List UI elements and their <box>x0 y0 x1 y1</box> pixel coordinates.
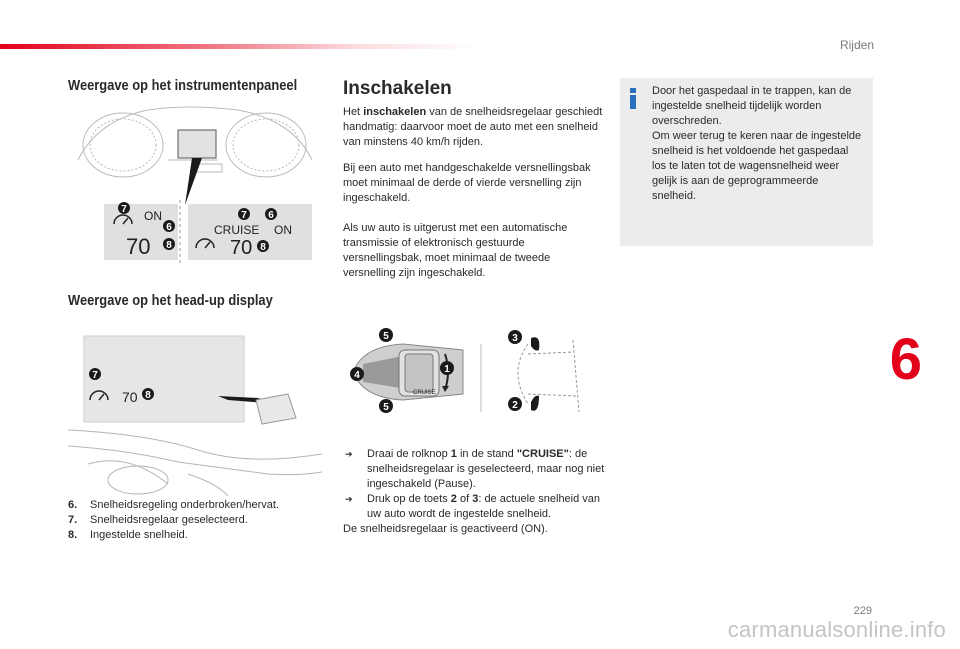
svg-text:8: 8 <box>260 242 266 253</box>
svg-text:5: 5 <box>383 402 389 413</box>
svg-text:7: 7 <box>92 370 98 381</box>
svg-text:3: 3 <box>512 333 518 344</box>
chapter-title: Rijden <box>839 38 874 52</box>
panel-status-on: ON <box>144 209 162 223</box>
legend-item: 6. Snelheidsregeling onderbroken/hervat. <box>68 499 279 511</box>
heading-hud-display: Weergave op het head-up display <box>68 292 273 309</box>
svg-text:5: 5 <box>383 331 389 342</box>
info-box <box>620 78 873 246</box>
svg-text:6: 6 <box>268 210 274 221</box>
svg-text:8: 8 <box>166 240 172 251</box>
stalk-cruise-label: CRUISE <box>413 390 436 396</box>
activation-result: De snelheidsregelaar is geactiveerd (ON). <box>343 523 548 535</box>
legend-list <box>68 498 279 543</box>
paragraph-activation: Het inschakelen van de snelheidsregelaar geschiedt handmatig: daarvoor moet de auto met een snelheid van minstens 40 km/h rijden. <box>343 106 603 148</box>
svg-text:6: 6 <box>166 222 172 233</box>
legend-item: 8. Ingestelde snelheid. <box>68 529 188 541</box>
panel-speed-1: 70 <box>126 234 151 259</box>
cruise-stalk-illustration <box>343 324 605 420</box>
instrument-panel-illustration <box>68 100 320 265</box>
svg-text:7: 7 <box>241 210 247 221</box>
svg-text:7: 7 <box>121 204 127 215</box>
paragraph-manual-gearbox: Bij een auto met handgeschakelde versnellingsbak moet minimaal de derde of vierde versnelling zijn ingeschakeld. <box>343 162 591 204</box>
header-accent-bar <box>0 44 480 49</box>
chapter-number: 6 <box>889 327 922 392</box>
heading-panel-display: Weergave op het instrumentenpaneel <box>68 77 298 94</box>
panel-status-cruise: CRUISE <box>214 223 260 237</box>
instruction-step: ➔ Draai de rolknop 1 in de stand "CRUISE": de snelheidsregelaar is geselecteerd, maar nog niet ingeschakeld (Pause). <box>345 448 605 490</box>
svg-text:8: 8 <box>145 390 151 401</box>
info-text: Door het gaspedaal in te trappen, kan de ingestelde snelheid tijdelijk worden overschreden. Om weer terug te keren naar de ingestelde snelheid is het voldoende het gaspedaal los te laten tot de wagensnelheid weer gelijk is aan de geprogrammeerde snelheid. <box>652 85 862 202</box>
instruction-step: ➔ Druk op de toets 2 of 3: de actuele snelheid van uw auto wordt de ingestelde snelheid. <box>345 493 601 520</box>
paragraph-automatic-gearbox: Als uw auto is uitgerust met een automatische transmissie of elektronisch gestuurde versnellingsbak, moet minimaal de tweede versnelling zijn ingeschakeld. <box>343 222 568 279</box>
svg-text:1: 1 <box>444 364 450 375</box>
legend-item: 7. Snelheidsregelaar geselecteerd. <box>68 514 248 526</box>
instruction-steps <box>343 447 605 537</box>
hud-speed: 70 <box>122 389 138 405</box>
page-number: 229 <box>853 605 872 617</box>
arrow-bullet-icon: ➔ <box>345 449 353 459</box>
svg-text:4: 4 <box>354 370 360 381</box>
panel-status-on-2: ON <box>274 223 292 237</box>
arrow-bullet-icon: ➔ <box>345 494 353 504</box>
hud-illustration <box>68 334 322 496</box>
panel-speed-2: 70 <box>230 237 253 259</box>
watermark: carmanualsonline.info <box>727 617 946 642</box>
info-icon <box>628 88 638 110</box>
heading-inschakelen: Inschakelen <box>343 78 452 99</box>
svg-text:2: 2 <box>512 400 518 411</box>
